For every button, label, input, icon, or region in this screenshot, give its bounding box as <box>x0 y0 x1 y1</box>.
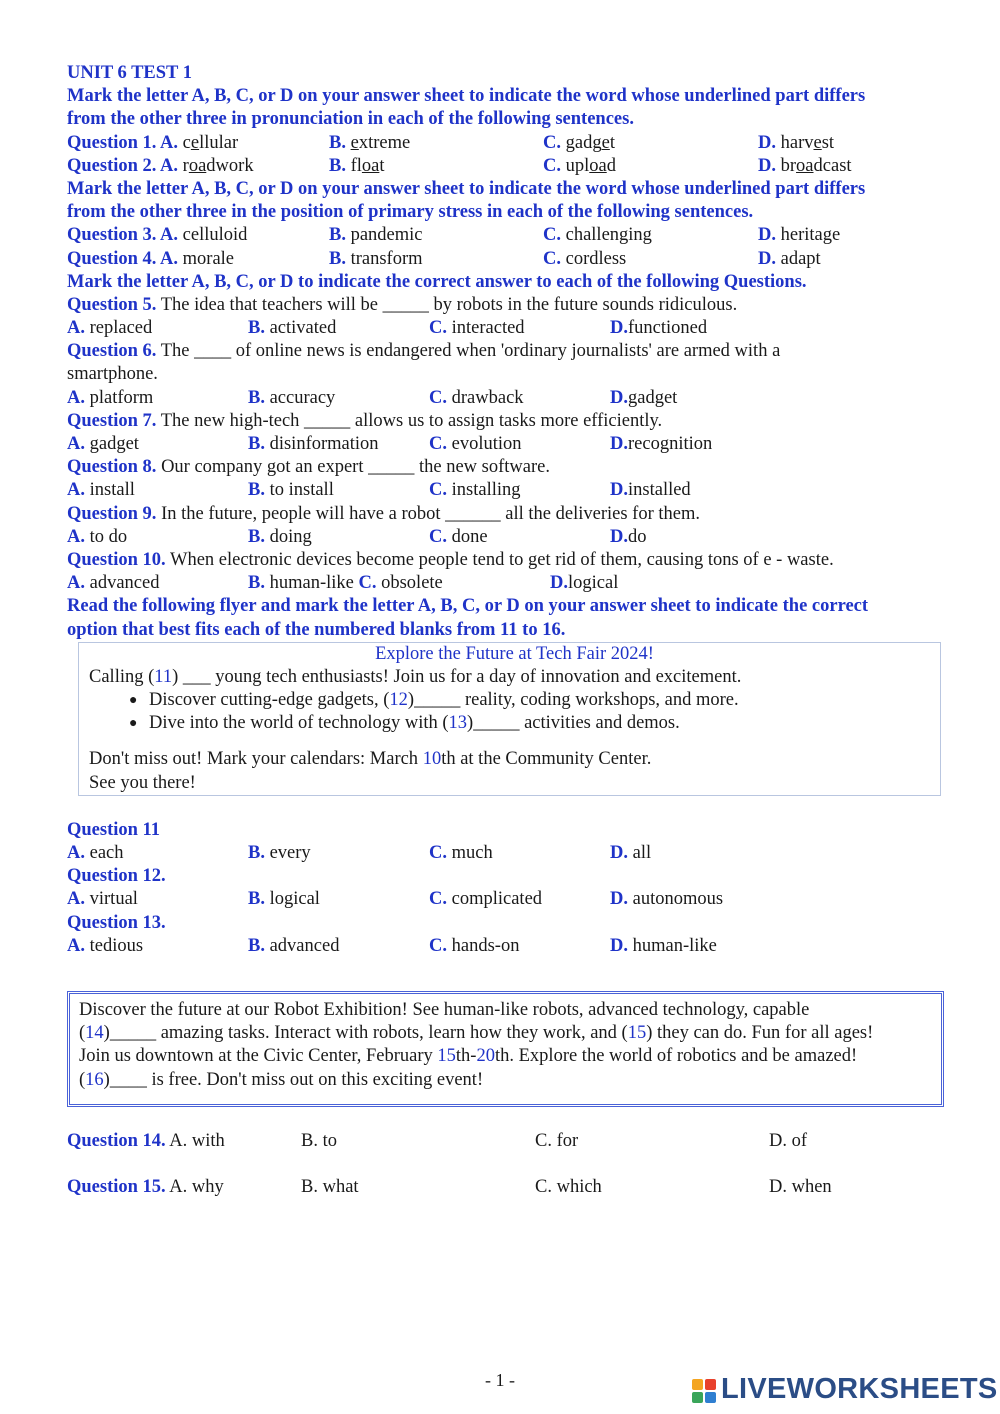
question-8-options: A. install B. to install C. installing D.installed <box>67 480 691 501</box>
question-13-options: A. tedious B. advanced C. hands-on D. human-like <box>67 935 717 956</box>
section4-instruction: Read the following flyer and mark the letter A, B, C, or D on your answer sheet to indicate the correct <box>67 596 869 617</box>
flyer-line-3: See you there! <box>89 772 196 793</box>
worksheet-page <box>67 62 947 1199</box>
question-2: Question 2. A. roadwork B. float C. upload D. broadcast <box>67 155 852 176</box>
section2-instruction: Mark the letter A, B, C, or D on your answer sheet to indicate the word whose underlined part differs <box>67 178 866 199</box>
question-9-stem: Question 9. In the future, people will have a robot ______ all the deliveries for them. <box>67 503 700 524</box>
flyer-bullet-1: ● Discover cutting-edge gadgets, (12)_____ reality, coding workshops, and more. <box>89 689 940 712</box>
passage-line-1: Discover the future at our Robot Exhibition! See human-like robots, advanced technology, capable <box>79 999 810 1020</box>
section1-instruction-cont: from the other three in pronunciation in each of the following sentences. <box>67 109 634 130</box>
question-6-stem: Question 6. The ____ of online news is endangered when 'ordinary journalists' are armed with a <box>67 341 781 362</box>
bullet-icon: ● <box>129 693 138 709</box>
question-5-stem: Question 5. The idea that teachers will be _____ by robots in the future sounds ridiculous. <box>67 294 738 315</box>
question-12-options: A. virtual B. logical C. complicated D. autonomous <box>67 889 724 910</box>
page-number: - 1 - <box>485 1370 515 1390</box>
section4-instruction-cont: option that best fits each of the numbered blanks from 11 to 16. <box>67 619 566 640</box>
question-6-options: A. platform B. accuracy C. drawback D.gadget <box>67 387 678 408</box>
bullet-icon: ● <box>129 716 138 732</box>
question-9-options: A. to do B. doing C. done D.do <box>67 526 647 547</box>
question-7-stem: Question 7. The new high-tech _____ allows us to assign tasks more efficiently. <box>67 410 663 431</box>
question-10-options: A. advanced B. human-like C. obsolete D.logical <box>67 573 619 594</box>
question-7-options: A. gadget B. disinformation C. evolution D.recognition <box>67 434 713 454</box>
question-3: Question 3. A. celluloid B. pandemic C. challenging D. heritage <box>67 225 841 246</box>
tech-fair-flyer <box>78 642 941 796</box>
passage-line-2: (14)_____ amazing tasks. Interact with robots, learn how they work, and (15) they can do. Fun for all ages! <box>79 1023 874 1044</box>
question-8-stem: Question 8. Our company got an expert _____ the new software. <box>67 457 550 478</box>
question-15: Question 15. A. why B. what C. which D. when <box>67 1176 832 1197</box>
question-5-options: A. replaced B. activated C. interacted D.functioned <box>67 318 708 339</box>
test-title: UNIT 6 TEST 1 <box>67 63 192 83</box>
question-13-label: Question 13. <box>67 912 166 933</box>
liveworksheets-brand: LIVEWORKSHEETS <box>721 1373 998 1405</box>
flyer-line-2: Don't miss out! Mark your calendars: March 10th at the Community Center. <box>89 749 652 770</box>
question-10-stem: Question 10. When electronic devices become people tend to get rid of them, causing tons of e - waste. <box>67 549 834 570</box>
flyer-line-1: Calling (11) ___ young tech enthusiasts! Join us for a day of innovation and excitement. <box>89 666 742 687</box>
robot-exhibition-passage <box>67 991 944 1107</box>
question-12-label: Question 12. <box>67 866 166 887</box>
question-4: Question 4. A. morale B. transform C. cordless D. adapt <box>67 248 821 269</box>
liveworksheets-logo <box>692 1373 998 1406</box>
section2-instruction-cont: from the other three in the position of primary stress in each of the following sentences. <box>67 202 754 223</box>
question-14: Question 14. A. with B. to C. for D. of <box>67 1130 808 1151</box>
question-11-label: Question 11 <box>67 819 161 840</box>
question-1: Question 1. A. cellular B. extreme C. gadget D. harvest <box>67 132 835 153</box>
section3-instruction: Mark the letter A, B, C, or D to indicate the correct answer to each of the following Questions. <box>67 271 807 292</box>
question-6-stem-cont: smartphone. <box>67 364 158 385</box>
question-11-options: A. each B. every C. much D. all <box>67 843 652 863</box>
passage-line-4: (16)____ is free. Don't miss out on this exciting event! <box>79 1069 484 1090</box>
passage-line-3: Join us downtown at the Civic Center, February 15th-20th. Explore the world of robotics and be amazed! <box>79 1046 858 1067</box>
flyer-title: Explore the Future at Tech Fair 2024! <box>375 643 654 664</box>
section1-instruction: Mark the letter A, B, C, or D on your answer sheet to indicate the word whose underlined part differs <box>67 86 866 107</box>
liveworksheets-logo-icon <box>692 1377 718 1403</box>
flyer-bullet-2: ● Dive into the world of technology with (13)_____ activities and demos. <box>89 712 940 735</box>
